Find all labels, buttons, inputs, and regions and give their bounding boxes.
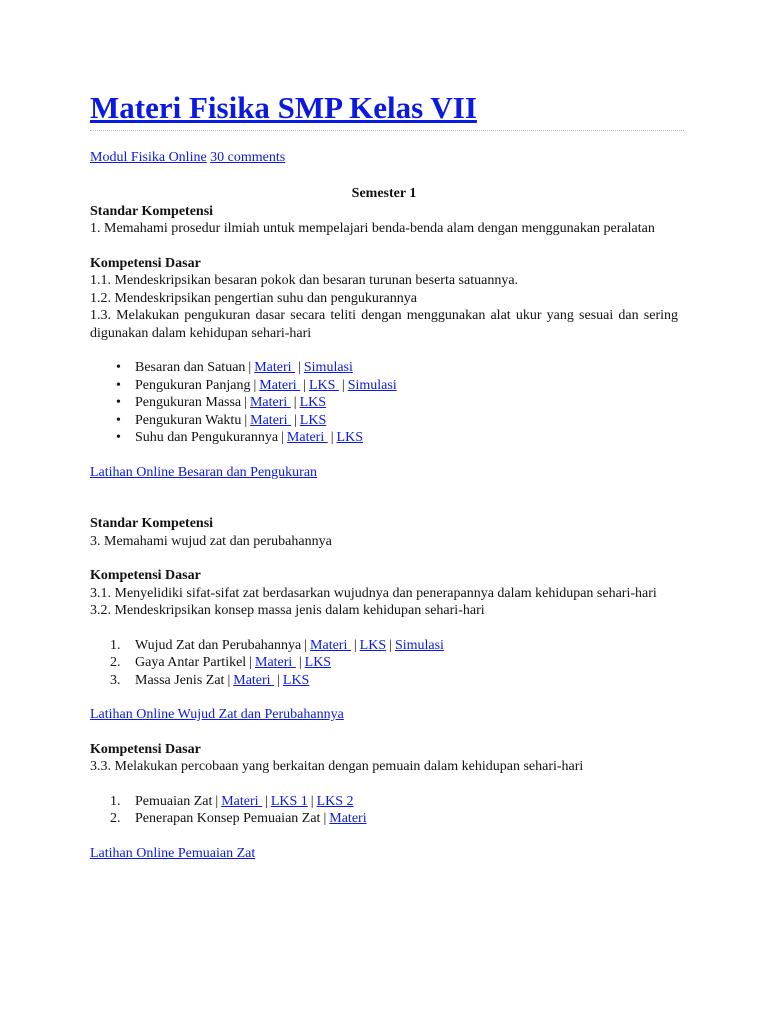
list-item xyxy=(90,429,678,447)
resource-link[interactable]: LKS xyxy=(359,637,387,653)
bullet-icon: • xyxy=(116,360,121,375)
resource-link[interactable]: LKS xyxy=(304,655,332,670)
separator: | xyxy=(298,655,302,670)
resource-link[interactable]: Materi xyxy=(221,793,263,809)
semester-heading: Semester 1 xyxy=(351,186,417,201)
list-number: 3. xyxy=(110,672,121,688)
separator: | xyxy=(304,637,308,653)
topic-list-1 xyxy=(90,359,678,447)
separator: | xyxy=(253,377,257,393)
resource-link[interactable]: LKS xyxy=(308,377,339,393)
bullet-icon: • xyxy=(116,430,121,445)
list-item-label: Wujud Zat dan Perubahannya xyxy=(135,637,302,653)
separator: | xyxy=(265,793,268,809)
list-item xyxy=(90,412,678,430)
separator: | xyxy=(389,637,392,653)
list-item-label: Penerapan Konsep Pemuaian Zat xyxy=(135,811,321,826)
category-link[interactable]: Modul Fisika Online xyxy=(90,150,207,165)
kd2-heading: Kompetensi Dasar xyxy=(90,568,201,583)
resource-link[interactable]: Materi xyxy=(254,360,296,375)
kd1-line: 1.2. Mendeskripsikan pengertian suhu dan pengukurannya xyxy=(90,290,417,306)
resource-link[interactable]: LKS xyxy=(299,412,327,428)
list-item-label: Besaran dan Satuan xyxy=(135,360,246,375)
list-item-label: Pemuaian Zat xyxy=(135,793,213,809)
list-number: 2. xyxy=(110,811,121,826)
topic-list-2 xyxy=(90,637,678,690)
resource-link[interactable]: LKS 1 xyxy=(270,793,308,809)
kd1-line: 1.1. Mendeskripsikan besaran pokok dan besaran turunan beserta satuannya. xyxy=(90,273,519,288)
resource-link[interactable]: Materi xyxy=(233,672,275,688)
separator: | xyxy=(330,430,334,445)
separator: | xyxy=(323,811,327,826)
separator: | xyxy=(310,793,314,809)
resource-link[interactable]: Materi xyxy=(310,637,351,653)
kd1-heading: Kompetensi Dasar xyxy=(90,255,201,271)
bullet-icon: • xyxy=(116,377,121,393)
separator: | xyxy=(249,655,252,670)
kd1-line: 1.3. Melakukan pengukuran dasar secara teliti dengan menggunakan alat ukur yang sesuai dan sering digunakan dalam kehidupan sehari-hari xyxy=(90,308,678,341)
resource-link[interactable]: Materi xyxy=(329,811,367,826)
resource-link[interactable]: LKS xyxy=(336,430,363,445)
kd3-heading: Kompetensi Dasar xyxy=(90,741,201,757)
resource-link[interactable]: Materi xyxy=(255,655,296,670)
list-item xyxy=(90,637,678,655)
resource-link[interactable]: Materi xyxy=(286,430,328,445)
list-item xyxy=(90,654,678,672)
list-item-label: Pengukuran Massa xyxy=(135,395,242,410)
page-title-link[interactable]: Materi Fisika SMP Kelas VII xyxy=(90,90,477,125)
sk2-heading: Standar Kompetensi xyxy=(90,516,214,531)
sk2-text: 3. Memahami wujud zat dan perubahannya xyxy=(90,533,332,549)
separator: | xyxy=(215,793,219,809)
list-item xyxy=(90,672,678,690)
separator: | xyxy=(341,377,345,393)
bullet-icon: • xyxy=(116,395,121,410)
resource-link[interactable]: Simulasi xyxy=(303,360,353,375)
separator: | xyxy=(277,672,280,688)
resource-link[interactable]: LKS xyxy=(299,395,327,410)
separator: | xyxy=(298,360,301,375)
list-item xyxy=(90,394,678,412)
list-number: 1. xyxy=(110,637,121,653)
title-divider xyxy=(90,130,684,131)
page-title xyxy=(90,88,477,128)
separator: | xyxy=(244,412,248,428)
sk1-heading: Standar Kompetensi xyxy=(90,203,214,219)
list-item-label: Suhu dan Pengukurannya xyxy=(135,430,279,445)
resource-link[interactable]: Materi xyxy=(259,377,301,393)
list-number: 2. xyxy=(110,655,121,670)
resource-link[interactable]: Simulasi xyxy=(394,637,444,653)
resource-link[interactable]: LKS xyxy=(282,672,310,688)
list-item-label: Gaya Antar Partikel xyxy=(135,655,247,670)
list-item-label: Massa Jenis Zat xyxy=(135,672,225,688)
list-number: 1. xyxy=(110,793,121,809)
resource-link[interactable]: LKS 2 xyxy=(316,793,354,809)
comments-link[interactable]: 30 comments xyxy=(210,150,286,165)
separator: | xyxy=(244,395,247,410)
resource-link[interactable]: Materi xyxy=(250,412,291,428)
bullet-icon: • xyxy=(116,412,121,428)
latihan-link-1[interactable]: Latihan Online Besaran dan Pengukuran xyxy=(90,464,318,480)
kd2-line: 3.1. Menyelidiki sifat-sifat zat berdasarkan wujudnya dan penerapannya dalam kehidupan sehari-hari xyxy=(90,585,657,601)
separator: | xyxy=(248,360,252,375)
post-body xyxy=(90,185,678,862)
list-item xyxy=(90,377,678,395)
separator: | xyxy=(293,395,297,410)
kd2-line: 3.2. Mendeskripsikan konsep massa jenis dalam kehidupan sehari-hari xyxy=(90,603,485,618)
list-item-label: Pengukuran Waktu xyxy=(135,412,242,428)
separator: | xyxy=(281,430,284,445)
list-item xyxy=(90,810,678,828)
list-item xyxy=(90,793,678,811)
list-item xyxy=(90,359,678,377)
separator: | xyxy=(353,637,357,653)
separator: | xyxy=(227,672,231,688)
resource-link[interactable]: Materi xyxy=(249,395,291,410)
resource-link[interactable]: Simulasi xyxy=(347,377,397,393)
topic-list-3 xyxy=(90,793,678,828)
latihan-link-2[interactable]: Latihan Online Wujud Zat dan Perubahannya xyxy=(90,707,344,722)
sk1-text: 1. Memahami prosedur ilmiah untuk mempelajari benda-benda alam dengan menggunakan peralatan xyxy=(90,221,655,236)
latihan-link-3[interactable]: Latihan Online Pemuaian Zat xyxy=(90,845,256,861)
post-meta xyxy=(90,149,285,167)
separator: | xyxy=(303,377,306,393)
kd3-line: 3.3. Melakukan percobaan yang berkaitan dengan pemuain dalam kehidupan sehari-hari xyxy=(90,759,584,774)
list-item-label: Pengukuran Panjang xyxy=(135,377,251,393)
separator: | xyxy=(293,412,297,428)
